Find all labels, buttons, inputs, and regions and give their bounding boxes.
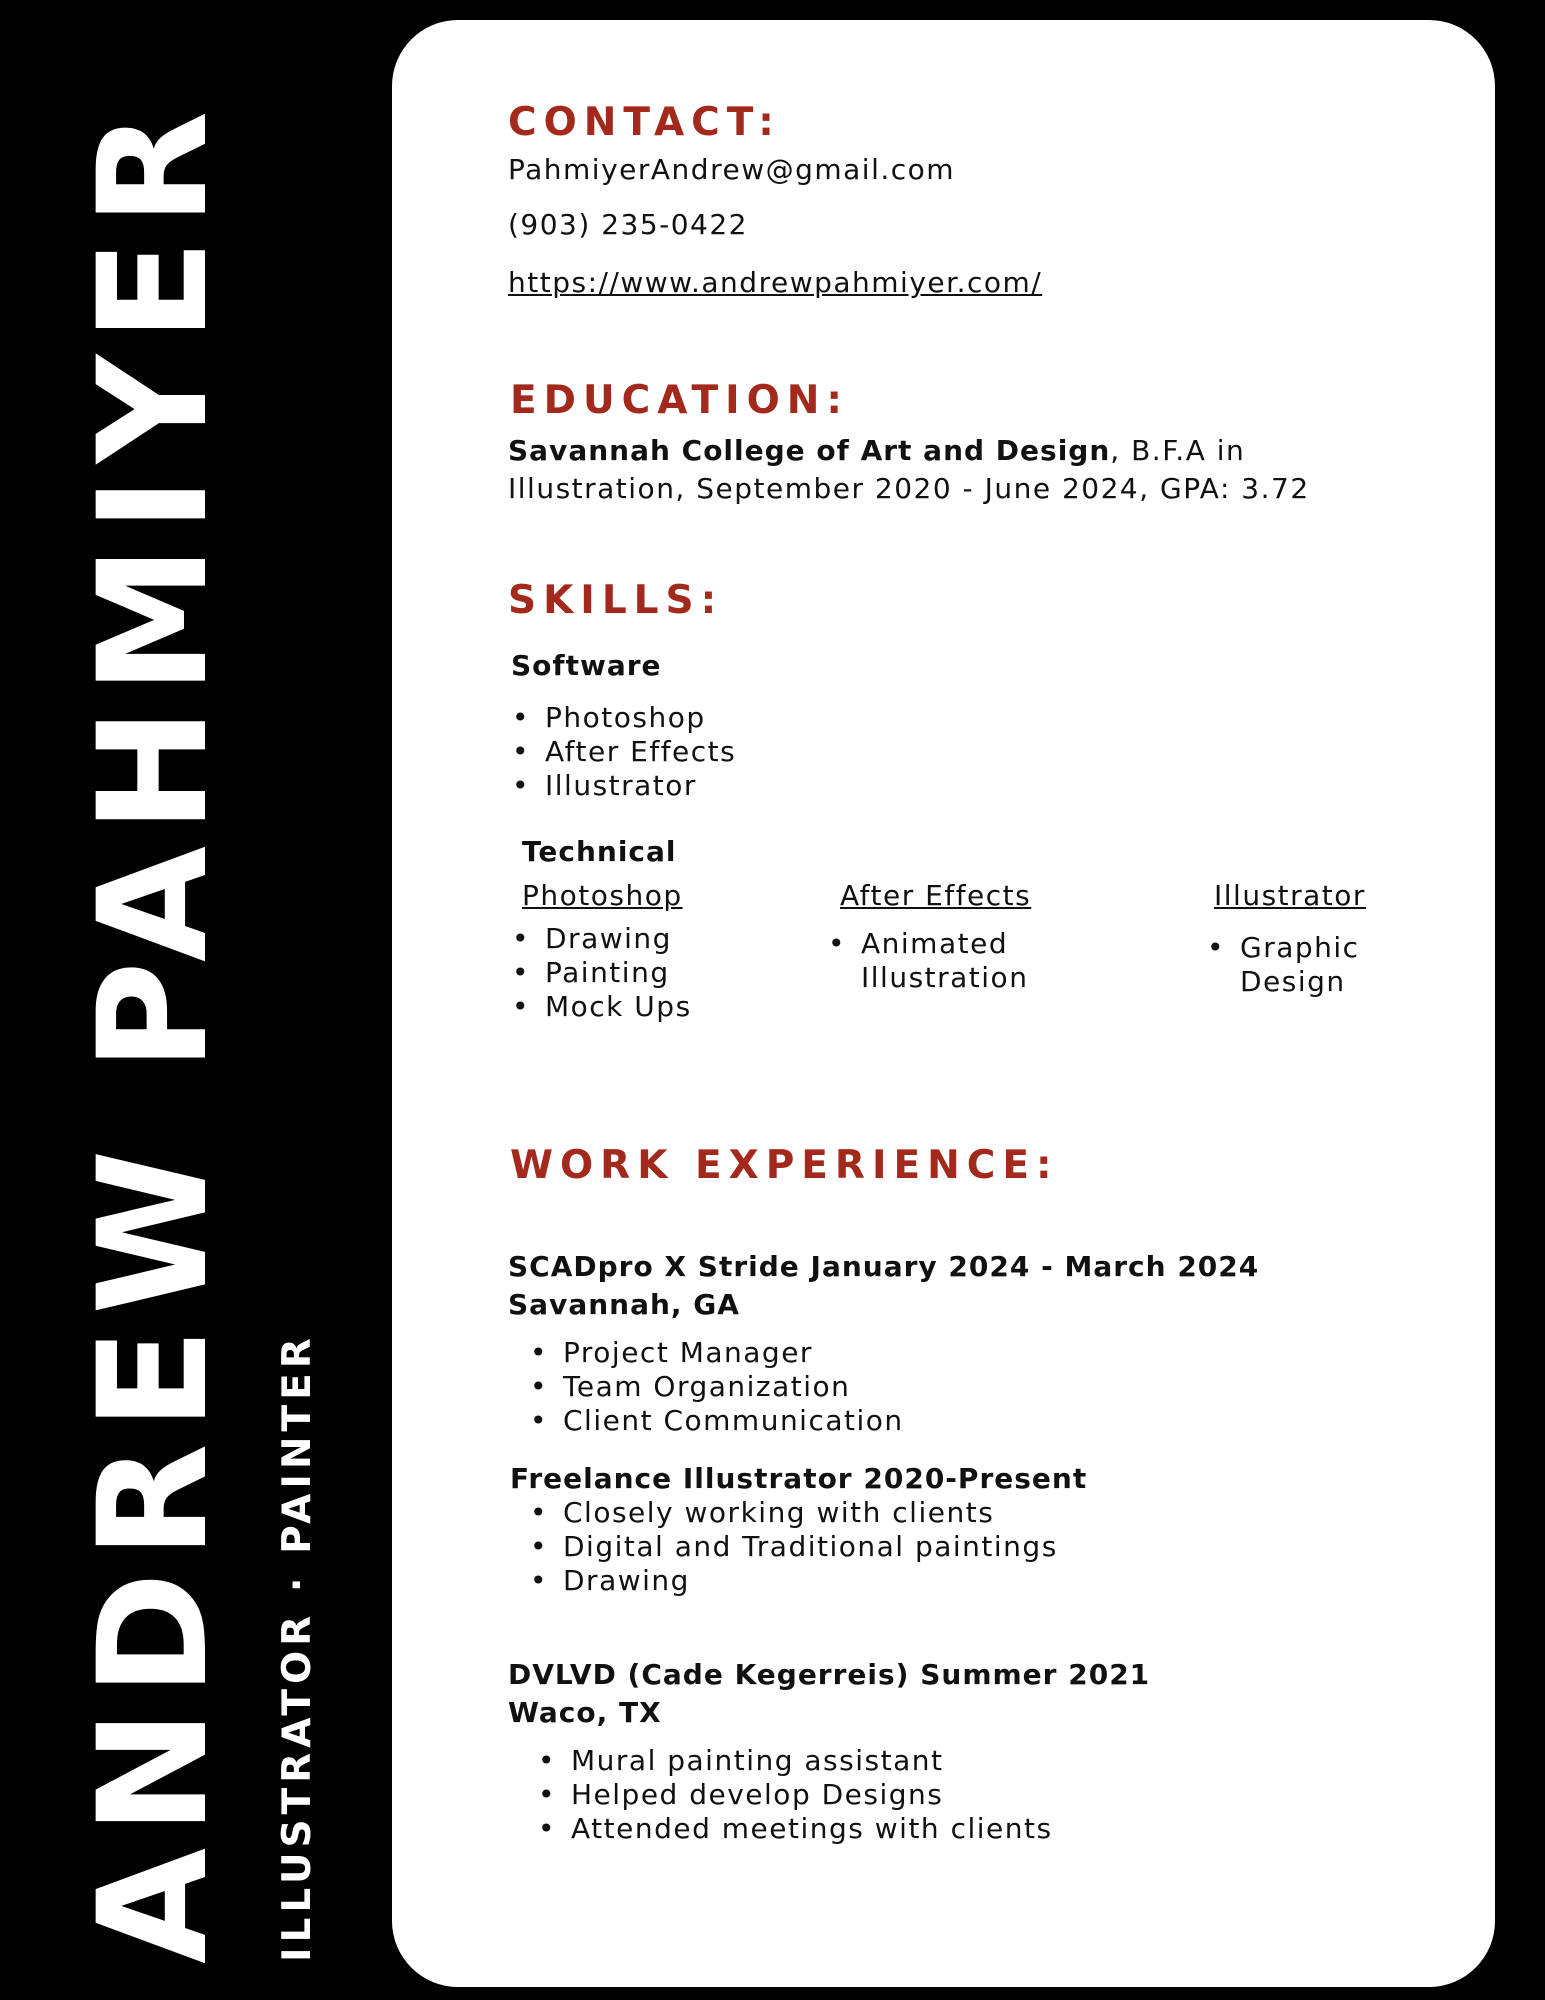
technical-illustrator-list <box>1205 931 1365 999</box>
education-heading: EDUCATION: <box>510 378 849 423</box>
technical-aftereffects-title: After Effects <box>840 879 1032 912</box>
job-header <box>508 1248 1259 1324</box>
technical-photoshop-title: Photoshop <box>522 879 683 912</box>
job-title: Freelance Illustrator 2020-Present <box>510 1462 1088 1495</box>
job-title: SCADpro X Stride January 2024 - March 2024 <box>508 1250 1260 1283</box>
list-item: • Team Organization <box>528 1370 904 1404</box>
list-item: • Graphic Design <box>1205 931 1365 999</box>
job-location: Savannah, GA <box>508 1288 740 1321</box>
job-duties-list <box>536 1744 1053 1846</box>
technical-label: Technical <box>522 835 677 868</box>
job-header <box>508 1656 1150 1732</box>
email-text: PahmiyerAndrew@gmail.com <box>508 153 956 186</box>
list-item: • Illustrator <box>510 769 736 803</box>
list-item: • Project Manager <box>528 1336 904 1370</box>
work-heading: WORK EXPERIENCE: <box>510 1143 1059 1188</box>
list-item: • Drawing <box>510 922 692 956</box>
list-item: • Drawing <box>528 1564 1058 1598</box>
job-title: DVLVD (Cade Kegerreis) Summer 2021 <box>508 1658 1151 1691</box>
skills-heading: SKILLS: <box>508 578 724 623</box>
list-item: • Photoshop <box>510 701 736 735</box>
list-item: • Client Communication <box>528 1404 904 1438</box>
education-entry <box>508 434 1310 506</box>
contact-heading: CONTACT: <box>508 100 781 145</box>
job-location: Waco, TX <box>508 1696 662 1729</box>
technical-photoshop-list <box>510 922 692 1024</box>
website-link[interactable]: https://www.andrewpahmiyer.com/ <box>508 266 1043 299</box>
tagline: ILLUSTRATOR · PAINTER <box>275 1333 320 1962</box>
list-item: • Painting <box>510 956 692 990</box>
list-item: • Closely working with clients <box>528 1496 1058 1530</box>
job-duties-list <box>528 1496 1058 1598</box>
list-item: • Animated Illustration <box>826 927 1026 995</box>
list-item: • Mural painting assistant <box>536 1744 1053 1778</box>
degree-details: Illustration, September 2020 - June 2024, GPA: 3.72 <box>508 472 1310 505</box>
school-name: Savannah College of Art and Design <box>508 434 1111 467</box>
software-list <box>510 701 736 803</box>
software-label: Software <box>511 649 662 682</box>
degree-text: , B.F.A in <box>1110 434 1246 467</box>
list-item: • Mock Ups <box>510 990 692 1024</box>
technical-aftereffects-list <box>826 927 1029 995</box>
candidate-name: ANDREW PAHMIYER <box>67 97 241 1964</box>
list-item: • Digital and Traditional paintings <box>528 1530 1058 1564</box>
list-item: • Attended meetings with clients <box>536 1812 1053 1846</box>
technical-illustrator-title: Illustrator <box>1214 879 1366 912</box>
job-duties-list <box>528 1336 904 1438</box>
list-item: • After Effects <box>510 735 736 769</box>
list-item: • Helped develop Designs <box>536 1778 1053 1812</box>
phone-text: (903) 235-0422 <box>508 208 748 241</box>
